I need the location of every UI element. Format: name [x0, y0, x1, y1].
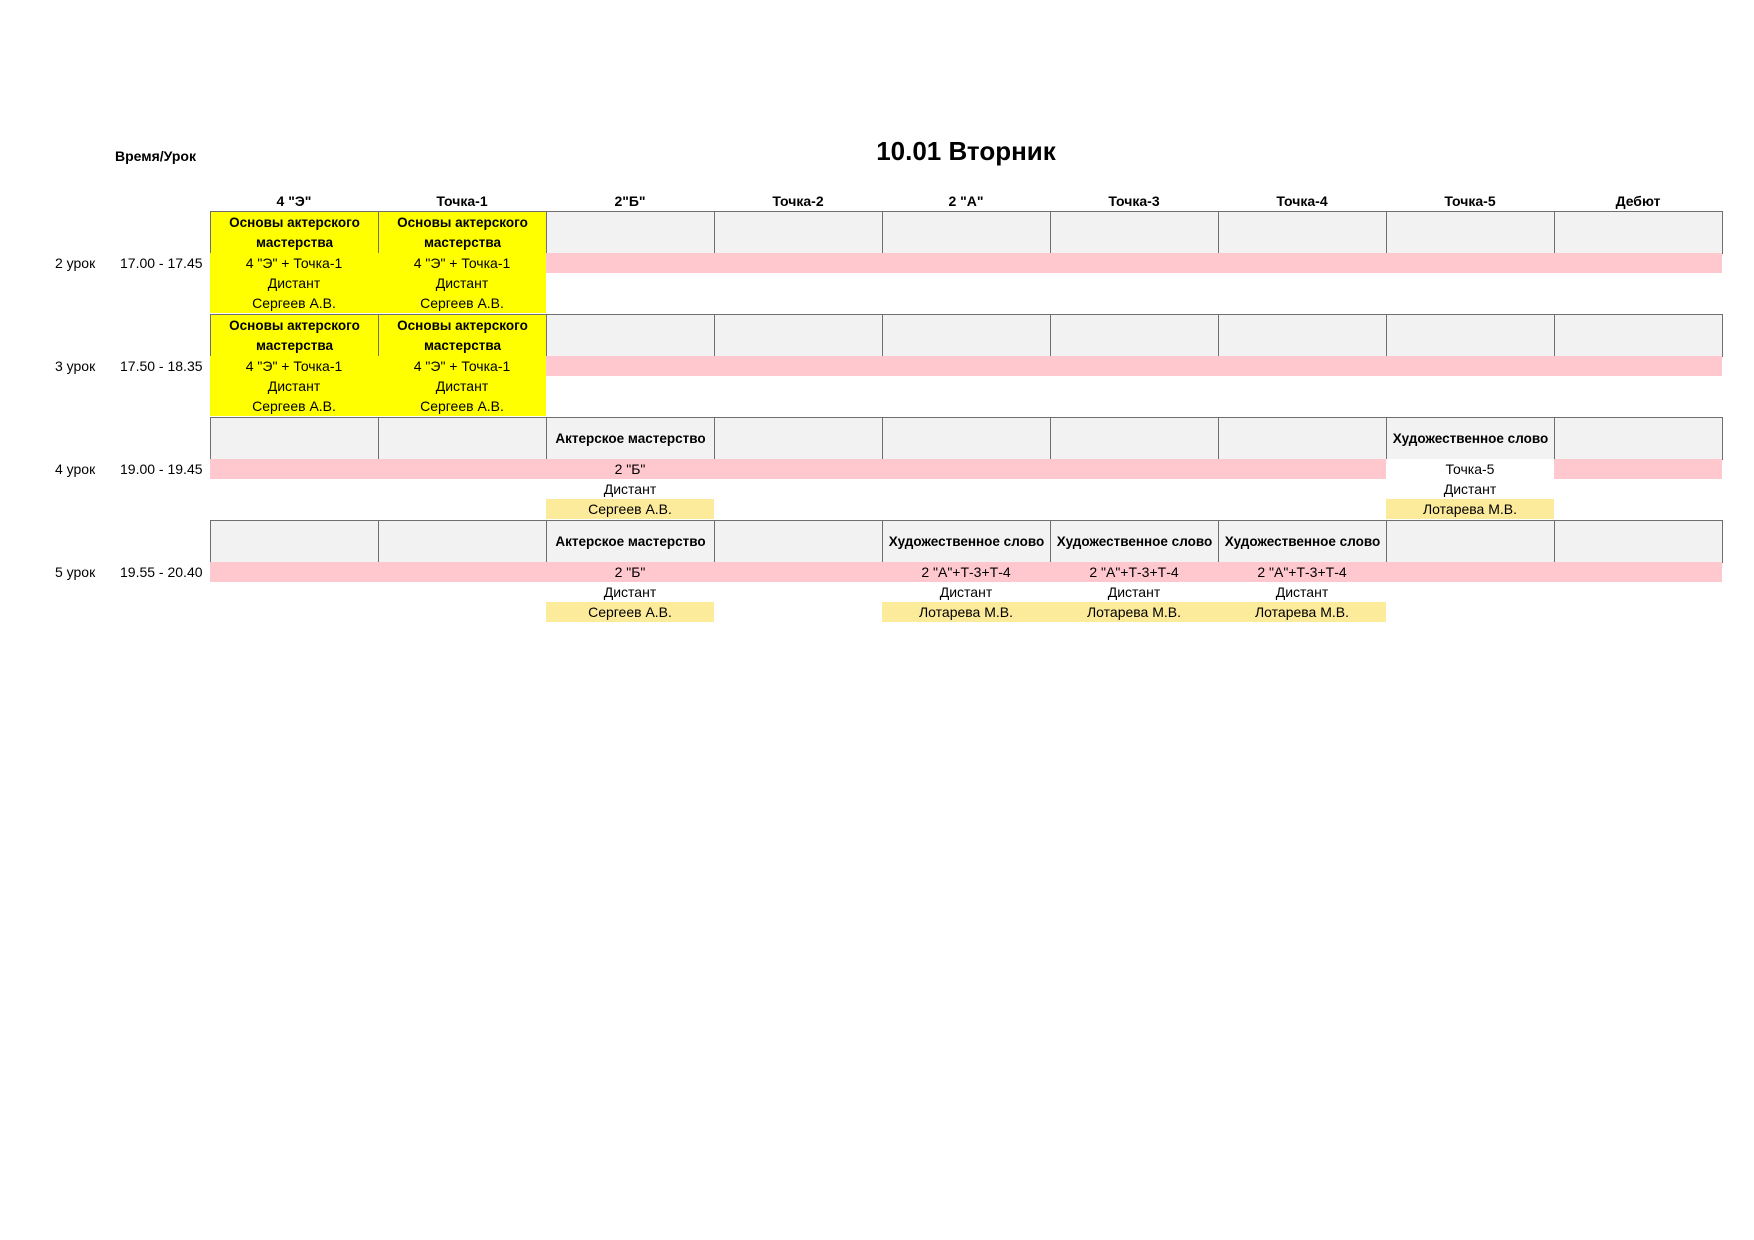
teacher-name: Лотарева М.В. — [882, 602, 1050, 622]
teacher-name: Сергеев А.В. — [210, 293, 378, 313]
group-name: 2 "А"+Т-3+Т-4 — [1050, 562, 1218, 582]
column-header: Дебют — [1615, 193, 1661, 209]
subject-cell — [210, 211, 379, 254]
group-name: 2 "А"+Т-3+Т-4 — [882, 562, 1050, 582]
subject-name: Художественное слово — [888, 533, 1045, 549]
subject-cell — [1554, 211, 1723, 254]
subject-name: Основы актерского мастерства — [397, 317, 528, 353]
group-name: 4 "Э" + Точка-1 — [210, 253, 378, 273]
subject-cell — [1218, 211, 1387, 254]
subject-cell — [1218, 314, 1387, 357]
teacher-name: Сергеев А.В. — [378, 293, 546, 313]
group-band — [882, 459, 1050, 479]
subject-cell — [714, 211, 883, 254]
group-name: 4 "Э" + Точка-1 — [378, 356, 546, 376]
group-band — [1386, 253, 1554, 273]
subject-cell — [882, 314, 1051, 357]
group-band — [1554, 356, 1722, 376]
group-band — [210, 459, 378, 479]
lesson-mode: Дистант — [603, 481, 657, 497]
group-band — [714, 253, 882, 273]
lesson-time: 19.00 - 19.45 — [120, 461, 203, 477]
group-band — [1050, 356, 1218, 376]
subject-cell — [1554, 417, 1723, 460]
subject-name: Художественное слово — [1056, 533, 1213, 549]
lesson-mode: Дистант — [1107, 584, 1161, 600]
subject-cell — [378, 417, 547, 460]
subject-cell — [210, 520, 379, 563]
subject-name: Основы актерского мастерства — [229, 317, 360, 353]
group-band — [882, 356, 1050, 376]
lesson-time: 17.50 - 18.35 — [120, 358, 203, 374]
column-header: 2"Б" — [614, 193, 646, 209]
subject-cell — [546, 314, 715, 357]
group-name: 2 "Б" — [546, 459, 714, 479]
teacher-name: Сергеев А.В. — [210, 396, 378, 416]
subject-cell — [378, 520, 547, 563]
subject-name: Художественное слово — [1392, 430, 1549, 446]
subject-name: Актерское мастерство — [555, 430, 706, 446]
group-band — [210, 562, 378, 582]
group-band — [1554, 253, 1722, 273]
subject-cell — [882, 520, 1051, 563]
subject-cell — [1386, 211, 1555, 254]
lesson-mode: Дистант — [603, 584, 657, 600]
subject-cell — [546, 417, 715, 460]
subject-name: Художественное слово — [1224, 533, 1381, 549]
lesson-mode: Дистант — [1443, 481, 1497, 497]
time-lesson-header: Время/Урок — [115, 148, 196, 164]
subject-cell — [1050, 314, 1219, 357]
group-band — [1050, 459, 1218, 479]
column-header: Точка-5 — [1444, 193, 1496, 209]
group-band — [1218, 253, 1386, 273]
group-band — [546, 356, 714, 376]
subject-cell — [714, 417, 883, 460]
lesson-label: 3 урок — [55, 358, 96, 374]
column-header: 4 "Э" — [276, 193, 312, 209]
subject-cell — [546, 520, 715, 563]
lesson-label: 4 урок — [55, 461, 96, 477]
group-band — [1050, 253, 1218, 273]
subject-cell — [1218, 520, 1387, 563]
lesson-mode: Дистант — [378, 273, 546, 293]
lesson-mode: Дистант — [210, 376, 378, 396]
group-band — [1218, 459, 1386, 479]
group-band — [714, 562, 882, 582]
lesson-mode: Дистант — [378, 376, 546, 396]
subject-cell — [210, 417, 379, 460]
subject-cell — [1386, 520, 1555, 563]
lesson-time: 17.00 - 17.45 — [120, 255, 203, 271]
page-title: 10.01 Вторник — [876, 136, 1056, 166]
group-name: 4 "Э" + Точка-1 — [378, 253, 546, 273]
subject-cell — [546, 211, 715, 254]
group-band — [1386, 356, 1554, 376]
subject-cell — [378, 211, 547, 254]
lesson-mode: Дистант — [939, 584, 993, 600]
subject-cell — [1218, 417, 1387, 460]
group-band — [378, 562, 546, 582]
subject-cell — [1050, 211, 1219, 254]
subject-cell — [882, 417, 1051, 460]
column-header: Точка-3 — [1108, 193, 1160, 209]
lesson-label: 5 урок — [55, 564, 96, 580]
subject-cell — [1386, 417, 1555, 460]
teacher-name: Сергеев А.В. — [546, 499, 714, 519]
teacher-name: Сергеев А.В. — [378, 396, 546, 416]
group-band — [378, 459, 546, 479]
teacher-name: Лотарева М.В. — [1218, 602, 1386, 622]
group-band — [546, 253, 714, 273]
teacher-name: Сергеев А.В. — [546, 602, 714, 622]
column-header: Точка-1 — [436, 193, 488, 209]
subject-cell — [1554, 520, 1723, 563]
group-band — [882, 253, 1050, 273]
group-name: 2 "А"+Т-3+Т-4 — [1218, 562, 1386, 582]
subject-cell — [210, 314, 379, 357]
group-band — [1386, 562, 1554, 582]
column-header: Точка-4 — [1276, 193, 1328, 209]
teacher-name: Лотарева М.В. — [1386, 499, 1554, 519]
lesson-mode: Дистант — [210, 273, 378, 293]
subject-cell — [378, 314, 547, 357]
group-band — [1554, 562, 1722, 582]
column-header: Точка-2 — [772, 193, 824, 209]
subject-cell — [882, 211, 1051, 254]
group-band — [714, 459, 882, 479]
column-header: 2 "А" — [948, 193, 984, 209]
group-name: 4 "Э" + Точка-1 — [210, 356, 378, 376]
lesson-label: 2 урок — [55, 255, 96, 271]
subject-cell — [1050, 520, 1219, 563]
subject-cell — [1050, 417, 1219, 460]
group-band — [714, 356, 882, 376]
lesson-mode: Дистант — [1275, 584, 1329, 600]
group-name: 2 "Б" — [546, 562, 714, 582]
group-band — [1554, 459, 1722, 479]
lesson-time: 19.55 - 20.40 — [120, 564, 203, 580]
subject-cell — [1386, 314, 1555, 357]
subject-cell — [714, 314, 883, 357]
subject-name: Основы актерского мастерства — [229, 214, 360, 250]
subject-name: Актерское мастерство — [555, 533, 706, 549]
subject-name: Основы актерского мастерства — [397, 214, 528, 250]
teacher-name: Лотарева М.В. — [1050, 602, 1218, 622]
group-name: Точка-5 — [1386, 459, 1554, 479]
subject-cell — [714, 520, 883, 563]
subject-cell — [1554, 314, 1723, 357]
group-band — [1218, 356, 1386, 376]
